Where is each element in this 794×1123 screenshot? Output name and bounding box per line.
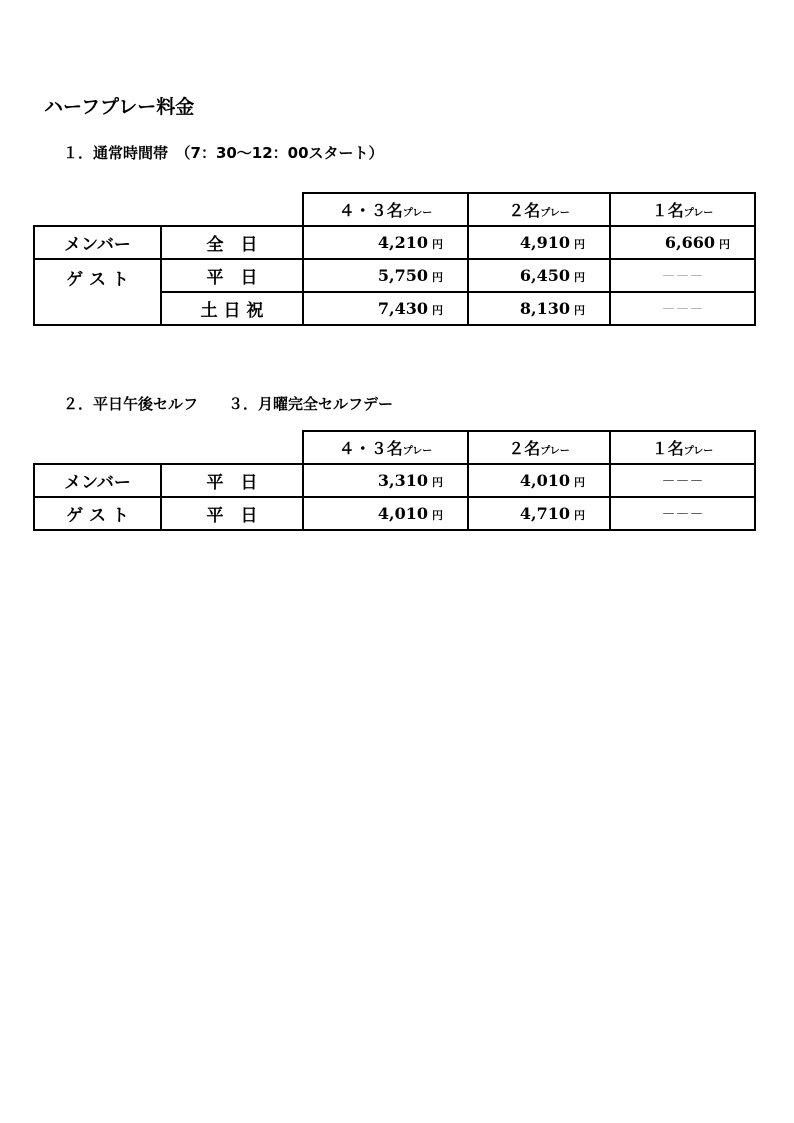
header-main: １名 [651,439,684,458]
header-sub: プレー [402,208,433,219]
header-blank [34,193,303,226]
not-available-cell: －－－ [610,292,755,325]
rates-table-self-play [33,430,756,531]
day-label: 平 日 [161,497,303,530]
day-label: 全 日 [161,226,303,259]
section-heading-self-play: ２．平日午後セルフ ３．月曜完全セルフデー [63,395,394,413]
yen-unit: 円 [574,304,585,317]
price-value: 4,010 [377,504,428,523]
yen-unit: 円 [432,271,443,284]
table-row [34,497,755,530]
yen-unit: 円 [719,238,730,251]
yen-unit: 円 [574,509,585,522]
yen-unit: 円 [432,304,443,317]
price-value: 3,310 [377,471,428,490]
header-4-3-players [303,193,468,226]
price-cell [303,226,468,259]
group-guest: ゲ ス ト [34,259,161,325]
group-member: メンバー [34,464,161,497]
table-row [34,464,755,497]
yen-unit: 円 [432,509,443,522]
price-value: 4,010 [519,471,570,490]
price-cell [468,464,610,497]
header-blank [34,431,303,464]
price-cell [468,292,610,325]
table-header-row [34,431,755,464]
price-cell [468,259,610,292]
header-main: １名 [651,201,684,220]
price-cell [303,292,468,325]
day-label: 平 日 [161,259,303,292]
table-row [34,259,755,292]
header-main: ２名 [508,439,541,458]
section-heading-regular-hours: １．通常時間帯 （7：30～12：00スタート） [63,144,384,162]
price-value: 6,660 [664,233,715,252]
price-cell [303,497,468,530]
not-available-cell: －－－ [610,497,755,530]
table-header-row [34,193,755,226]
yen-unit: 円 [432,476,443,489]
header-2-players [468,193,610,226]
group-guest: ゲ ス ト [34,497,161,530]
price-value: 4,910 [519,233,570,252]
yen-unit: 円 [574,476,585,489]
day-label: 平 日 [161,464,303,497]
header-sub: プレー [683,208,714,219]
header-1-player [610,431,755,464]
price-value: 4,710 [519,504,570,523]
group-member: メンバー [34,226,161,259]
page-title: ハーフプレー料金 [44,96,195,118]
price-value: 8,130 [519,299,570,318]
rates-table-regular [33,192,756,326]
price-cell [468,497,610,530]
table-row [34,226,755,259]
price-value: 7,430 [377,299,428,318]
price-cell [610,226,755,259]
price-cell [468,226,610,259]
header-sub: プレー [683,446,714,457]
header-sub: プレー [540,208,570,219]
header-1-player [610,193,755,226]
header-main: ２名 [508,201,541,220]
price-value: 6,450 [519,266,570,285]
header-main: ４・３名 [338,439,403,458]
yen-unit: 円 [574,238,585,251]
header-main: ４・３名 [338,201,403,220]
day-label: 土 日 祝 [161,292,303,325]
yen-unit: 円 [574,271,585,284]
not-available-cell: －－－ [610,259,755,292]
yen-unit: 円 [432,238,443,251]
price-cell [303,259,468,292]
price-value: 4,210 [377,233,428,252]
header-sub: プレー [402,446,433,457]
header-sub: プレー [540,446,570,457]
not-available-cell: －－－ [610,464,755,497]
price-cell [303,464,468,497]
header-2-players [468,431,610,464]
price-value: 5,750 [377,266,428,285]
header-4-3-players [303,431,468,464]
